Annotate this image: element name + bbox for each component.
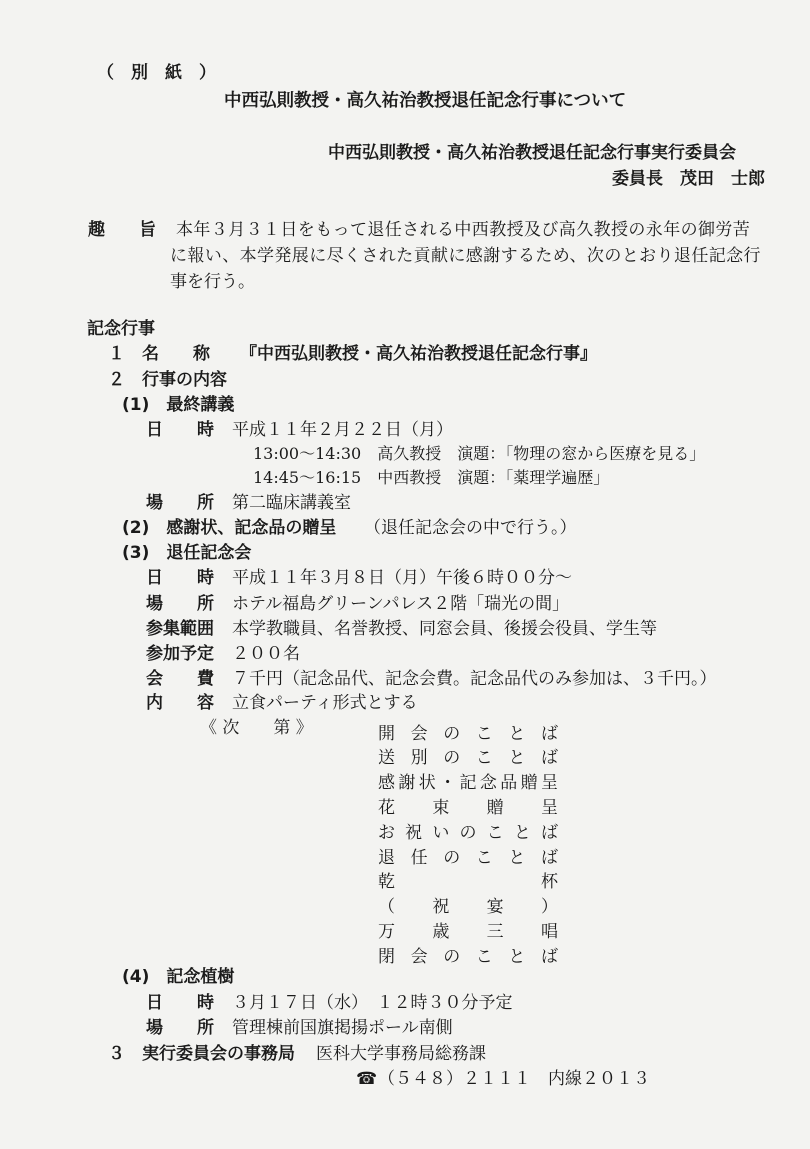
program-item: 開会のことば bbox=[378, 724, 558, 744]
party-date-label: 日 時 bbox=[146, 568, 214, 588]
purpose-line-3: 事を行う。 bbox=[170, 272, 255, 292]
program-item: （祝宴） bbox=[378, 897, 558, 917]
office-value: 医科大学事務局総務課 bbox=[316, 1044, 486, 1064]
phone-icon: ☎ bbox=[356, 1069, 378, 1089]
phone-number: （５４８）２１１１ 内線２０１３ bbox=[378, 1069, 650, 1089]
lecture-heading: (1) 最終講義 bbox=[122, 395, 235, 415]
party-fee-value: ７千円（記念品代、記念会費。記念品代のみ参加は、３千円。） bbox=[232, 669, 717, 689]
program-item: お祝いのことば bbox=[378, 823, 558, 843]
lecture-date-label: 日 時 bbox=[146, 420, 214, 440]
program-item: 万歳三唱 bbox=[378, 922, 558, 942]
party-content-label: 内 容 bbox=[146, 693, 214, 713]
program-item: 感謝状・記念品贈呈 bbox=[378, 773, 558, 793]
program-item: 送別のことば bbox=[378, 748, 558, 768]
award-note: （退任記念会の中で行う。） bbox=[364, 518, 577, 538]
tree-date-value: ３月１７日（水） １２時３０分予定 bbox=[232, 993, 513, 1013]
program-item: 乾杯 bbox=[378, 872, 558, 892]
tree-heading: (4) 記念植樹 bbox=[122, 967, 235, 987]
party-place-label: 場 所 bbox=[146, 594, 214, 614]
event-name-value: 『中西弘則教授・高久祐治教授退任記念行事』 bbox=[240, 344, 597, 364]
attachment-label: （ 別 紙 ） bbox=[97, 63, 216, 83]
party-scope-value: 本学教職員、名誉教授、同窓会員、後援会役員、学生等 bbox=[232, 619, 657, 639]
program-label: 《 次 第 》 bbox=[200, 718, 313, 738]
party-heading: (3) 退任記念会 bbox=[122, 543, 252, 563]
party-fee-label: 会 費 bbox=[146, 669, 214, 689]
committee-chair: 委員長 茂田 士郎 bbox=[612, 169, 765, 189]
document-title: 中西弘則教授・高久祐治教授退任記念行事について bbox=[224, 91, 627, 111]
committee-name: 中西弘則教授・高久祐治教授退任記念行事実行委員会 bbox=[328, 143, 736, 163]
party-date-value: 平成１１年３月８日（月）午後６時００分～ bbox=[232, 568, 572, 588]
event-content-label: ２ 行事の内容 bbox=[108, 370, 227, 390]
tree-date-label: 日 時 bbox=[146, 993, 214, 1013]
event-name-label: １ 名 称 bbox=[108, 344, 210, 364]
party-expected-label: 参加予定 bbox=[146, 644, 214, 664]
lecture-place-value: 第二臨床講義室 bbox=[232, 493, 351, 513]
purpose-line-2: に報い、本学発展に尽くされた貢献に感謝するため、次のとおり退任記念行 bbox=[170, 246, 761, 266]
program-item: 退任のことば bbox=[378, 848, 558, 868]
lecture-place-label: 場 所 bbox=[146, 493, 214, 513]
events-heading: 記念行事 bbox=[87, 319, 155, 339]
award-heading: (2) 感謝状、記念品の贈呈 bbox=[122, 518, 337, 538]
lecture-date-value: 平成１１年２月２２日（月） bbox=[232, 420, 453, 440]
purpose-label: 趣 旨 bbox=[88, 220, 156, 240]
tree-place-label: 場 所 bbox=[146, 1018, 214, 1038]
program-item: 花束贈呈 bbox=[378, 798, 558, 818]
program-item: 閉会のことば bbox=[378, 947, 558, 967]
tree-place-value: 管理棟前国旗掲揚ポール南側 bbox=[232, 1018, 453, 1038]
party-scope-label: 参集範囲 bbox=[146, 619, 214, 639]
party-place-value: ホテル福島グリーンパレス２階「瑞光の間」 bbox=[232, 594, 570, 614]
lecture-session-2: 14:45～16:15 中西教授 演題：「薬理学遍歴」 bbox=[253, 468, 610, 487]
purpose-line-1: 本年３月３１日をもって退任される中西教授及び高久教授の永年の御労苦 bbox=[176, 220, 751, 240]
party-content-value: 立食パーティ形式とする bbox=[232, 693, 418, 713]
party-expected-value: ２００名 bbox=[232, 644, 300, 664]
office-label: ３ 実行委員会の事務局 bbox=[108, 1044, 295, 1064]
lecture-session-1: 13:00～14:30 高久教授 演題：「物理の窓から医療を見る」 bbox=[253, 444, 706, 463]
